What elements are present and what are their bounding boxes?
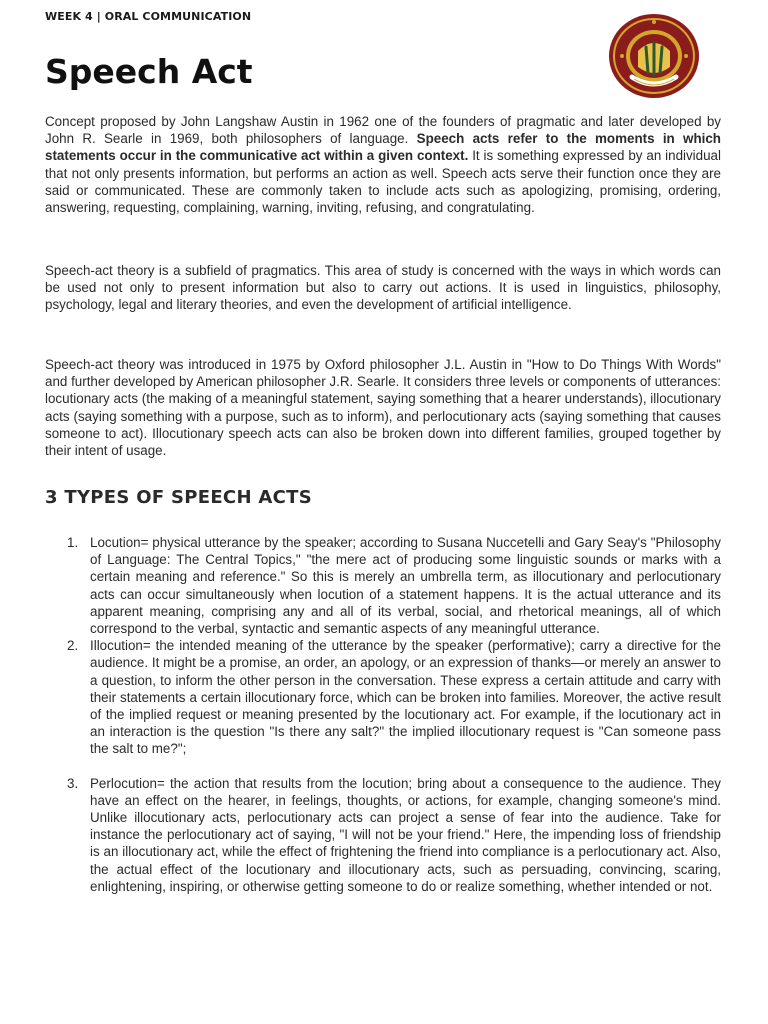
list-item-text: Locution= physical utterance by the speaker; according to Susana Nuccetelli and Gary Seay's "Philosophy of Language: The Central Topics," "the mere act of producing some linguistic sounds or marks with a certain meaning and reference." So this is merely an umbrella term, as illocutionary and perlocutionary acts can occur simultaneously when locution of a statement happens. It is the actual utterance and its apparent meaning, comprising any and all of its verbal, social, and rhetorical meanings, all of which correspond to the verbal, syntactic and semantic aspects of any meaningful utterance. (90, 535, 721, 637)
history-text: Speech-act theory was introduced in 1975 by Oxford philosopher J.L. Austin in "How to Do Things With Words" and further developed by American philosopher J.R. Searle. It considers three levels or components of utterances: locutionary acts (the making of a meaningful statement, saying something that a hearer understands), illocutionary acts (saying something with a purpose, such as to inform), and perlocutionary acts (saying something that causes someone to act). Illocutionary speech acts can also be broken down into different families, grouped together by their intent of usage. (45, 357, 721, 459)
pragmatics-text: Speech-act theory is a subfield of pragmatics. This area of study is concerned with the ways in which words can be used not only to present information but also to carry out actions. It is used in linguistics, philosophy, psychology, legal and literary theories, and even the development of artificial intelligence. (45, 263, 721, 313)
intro-text-2: It is something expressed by an individual that not only presents information, but performs an action as well. Speech acts serve their function once they are said or communicated. These are commonly taken to include acts such as apologizing, promising, ordering, answering, requesting, complaining, warning, inviting, refusing, and congratulating. (45, 148, 721, 216)
list-item-illocution (45, 637, 721, 757)
intro-text-1: Concept proposed by John Langshaw Austin in 1962 one of the founders of pragmatic and later developed by John R. Searle in 1969, both philosophers of language. (45, 114, 721, 147)
pragmatics-paragraph (45, 262, 721, 314)
university-seal-logo (608, 13, 700, 99)
section-heading: 3 TYPES OF SPEECH ACTS (45, 487, 312, 508)
speech-act-types-list (45, 534, 721, 895)
intro-emphasis: Speech acts refer to the moments in which statements occur in the communicative act within a given context. (45, 131, 721, 164)
list-item-perlocution (45, 775, 721, 895)
history-paragraph (45, 356, 721, 459)
list-item-text: Perlocution= the action that results from the locution; bring about a consequence to the audience. They have an effect on the hearer, in feelings, thoughts, or actions, for example, changing someone's mind. Unlike illocutionary acts, perlocutionary acts can project a sense of fear into the audience. Take for instance the perlocutionary act of saying, "I will not be your friend." Here, the impending loss of friendship is an illocutionary act, while the effect of frightening the friend into compliance is a perlocutionary act. Also, the actual effect of the locutionary and illocutionary acts, such as persuading, convincing, scaring, enlightening, inspiring, or otherwise getting someone to do or realize something, whether intended or not. (90, 775, 721, 894)
page-title: Speech Act (45, 52, 253, 91)
list-number: 1. (67, 535, 79, 550)
intro-paragraph (45, 113, 721, 216)
list-item-locution (45, 534, 721, 637)
header-label: WEEK 4 | ORAL COMMUNICATION (45, 10, 252, 23)
list-item-text: Illocution= the intended meaning of the utterance by the speaker (performative); carry a directive for the audience. It might be a promise, an order, an apology, or an expression of thanks—or merely an answer to a question, to inform the other person in the conversation. These express a certain attitude and carry with their statements a certain illocutionary force, which can be broken into families. Moreover, the active result of the implied request or meaning presented by the locutionary act. For example, if the locutionary act in an interaction is the question "Is there any salt?" the implied illocutionary request is "Can someone pass the salt to me?"; (90, 638, 721, 757)
list-number: 2. (67, 638, 79, 654)
list-number: 3. (67, 775, 79, 791)
